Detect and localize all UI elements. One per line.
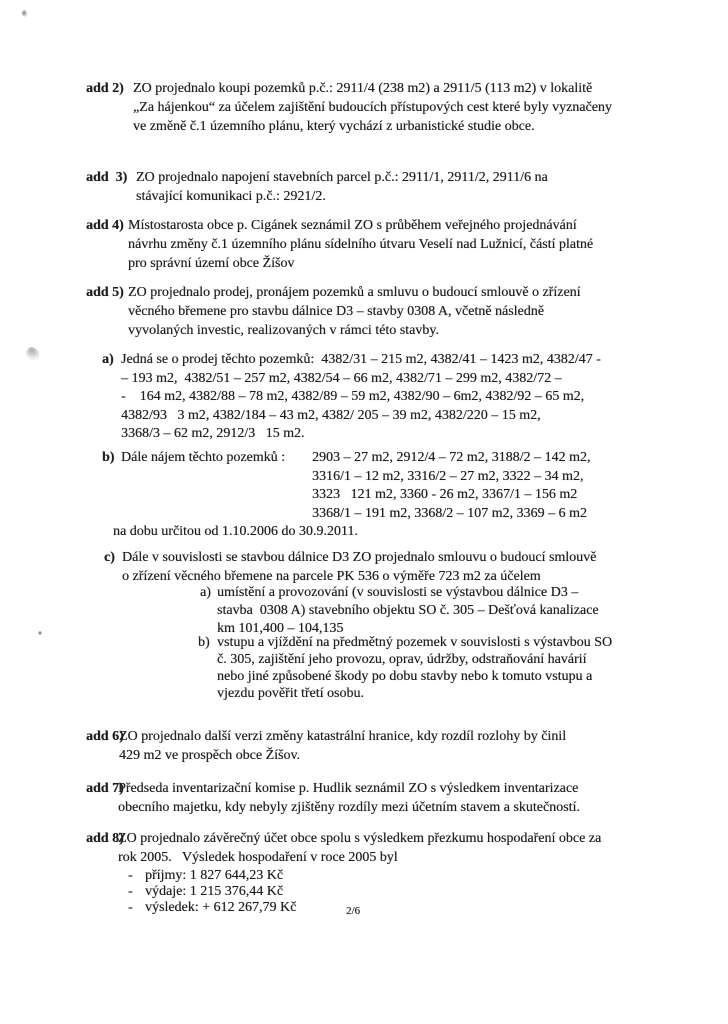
text-line: Jedná se o prodej těchto pozemků: 4382/31 – 215 m2, 4382/41 – 1423 m2, 4382/47 - (121, 352, 601, 367)
item-label: add 8) (86, 831, 124, 846)
inner-item-label: b) (198, 635, 210, 650)
agenda-item-add5 (86, 283, 581, 340)
text-line: vjezdu pověřit třetí osobu. (217, 686, 364, 701)
agenda-item-add2 (86, 79, 612, 136)
budget-line-expense: - výdaje: 1 215 376,44 Kč (128, 884, 284, 899)
text-line: umístění a provozování (v souvislosti se výstavbou dálnice D3 – (217, 585, 579, 600)
text-line: Předseda inventarizační komise p. Hudlik seznámil ZO s výsledkem inventarizace (118, 781, 579, 796)
text-line: věcného břemene pro stavbu dálnice D3 – stavby 0308 A, včetně následně (128, 304, 544, 319)
text-line: 3323 121 m2, 3360 - 26 m2, 3367/1 – 156 m2 (312, 487, 578, 502)
inner-item-b-access-rights (198, 634, 612, 702)
sub-item-label: b) (102, 450, 115, 465)
item-label: add 4) (86, 218, 124, 233)
text-line (121, 449, 591, 468)
text-line: Dále v souvislosti se stavbou dálnice D3 ZO projednalo smlouvu o budoucí smlouvě (122, 550, 597, 565)
text-line: km 101,400 – 104,135 (217, 621, 344, 636)
text-line: - 164 m2, 4382/88 – 78 m2, 4382/89 – 59 m2, 4382/90 – 6m2, 4382/92 – 65 m2, (121, 389, 585, 404)
text-line: 429 m2 ve prospěch obce Žíšov. (119, 748, 301, 763)
text-line: stavba 0308 A) stavebního objektu SO č. 305 – Dešťová kanalizace (217, 603, 599, 618)
budget-line-income: - příjmy: 1 827 644,23 Kč (128, 868, 284, 883)
text-line: 3316/1 – 12 m2, 3316/2 – 27 m2, 3322 – 34 m2, (312, 468, 584, 484)
inner-item-label: a) (200, 585, 211, 600)
page-number: 2/6 (346, 905, 361, 917)
agenda-item-add4 (86, 216, 593, 273)
text-line: vyvolaných investic, realizovaných v rámci této stavby. (128, 323, 439, 338)
inner-item-a-rain-sewer (200, 584, 599, 638)
text-line: stávající komunikaci p.č.: 2921/2. (136, 189, 326, 204)
text-line: ZO projednalo napojení stavebních parcel p.č.: 2911/1, 2911/2, 2911/6 na (136, 170, 548, 185)
item-label: add 3) (86, 170, 128, 185)
text-line: ZO projednalo prodej, pronájem pozemků a smluvu o budoucí smlouvě o zřízení (128, 285, 581, 300)
agenda-item-add7 (86, 779, 580, 817)
sub-item-label: c) (104, 550, 115, 565)
item-label: add 7) (86, 781, 124, 796)
text-line: ZO projednalo další verzi změny katastrální hranice, kdy rozdíl rozlohy by činil (119, 729, 567, 744)
dash-bullet: - (128, 884, 133, 899)
text-line: – 193 m2, 4382/51 – 257 m2, 4382/54 – 66 m2, 4382/71 – 299 m2, 4382/72 – (121, 370, 562, 386)
text-line: ZO projednalo koupi pozemků p.č.: 2911/4 (238 m2) a 2911/5 (113 m2) v lokalitě (133, 81, 593, 96)
agenda-item-add6 (86, 727, 566, 765)
text-line: ZO projednalo závěrečný účet obce spolu s výsledkem přezkumu hospodaření obce za (118, 831, 602, 846)
text-line: „Za hájenkou“ za účelem zajištění budoucích přístupových cest které byly vyznačeny (133, 100, 612, 115)
item-label: add 6) (86, 729, 124, 744)
item-label: add 5) (86, 285, 124, 300)
dash-bullet: - (128, 900, 133, 915)
text-line: č. 305, zajištění jeho provozu, oprav, údržby, odstraňování havárií (217, 652, 587, 667)
text-line: vstupu a vjíždění na předmětný pozemek v souvislosti s výstavbou SO (217, 635, 613, 650)
item-label: add 2) (86, 81, 124, 96)
text-line: pro správní území obce Žíšov (128, 256, 295, 271)
lease-intro: Dále nájem těchto pozemků : (121, 450, 286, 465)
text-line: o zřízení věcného břemene na parcele PK 536 o výměře 723 m2 za účelem (122, 569, 541, 584)
text-line: obecního majetku, kdy nebyly zjištěny rozdíly mezi účetním stavem a skutečností. (118, 800, 580, 815)
text-line: rok 2005. Výsledek hospodaření v roce 2005 byl (118, 850, 398, 865)
text-line: na dobu určitou od 1.10.2006 do 30.9.2011. (113, 524, 358, 539)
text-line: nebo jiné způsobené škody po dobu stavby nebo k tomuto vstupu a (217, 669, 593, 684)
sub-item-a-parcel-sale-list (102, 351, 601, 444)
dash-bullet: - (128, 868, 133, 883)
sub-item-label: a) (102, 352, 114, 367)
text-line: ve změně č.1 územního plánu, který vychází z urbanistické studie obce. (133, 119, 535, 134)
scan-smudge (22, 10, 27, 17)
sub-item-b-parcel-lease-list (102, 449, 591, 542)
scan-smudge (24, 345, 42, 363)
budget-line-result: - výsledek: + 612 267,79 Kč (128, 900, 297, 915)
agenda-item-add3 (86, 168, 548, 206)
scan-smudge (38, 631, 42, 635)
text-line: návrhu změny č.1 územního plánu sídelního útvaru Veselí nad Lužnicí, částí platné (128, 237, 594, 252)
text-line: 4382/93 3 m2, 4382/184 – 43 m2, 4382/ 205 – 39 m2, 4382/220 – 15 m2, (121, 407, 541, 423)
text-line: 3368/1 – 191 m2, 3368/2 – 107 m2, 3369 – 6 m2 (312, 505, 587, 521)
agenda-item-add8 (86, 829, 601, 916)
sub-item-c-easement-contract (104, 548, 596, 586)
lease-values: 2903 – 27 m2, 2912/4 – 72 m2, 3188/2 – 142 m2, (312, 450, 591, 465)
text-line: 3368/3 – 62 m2, 2912/3 15 m2. (121, 426, 305, 441)
text-line: Místostarosta obce p. Cigánek seznámil ZO s průběhem veřejného projednávání (128, 218, 577, 233)
